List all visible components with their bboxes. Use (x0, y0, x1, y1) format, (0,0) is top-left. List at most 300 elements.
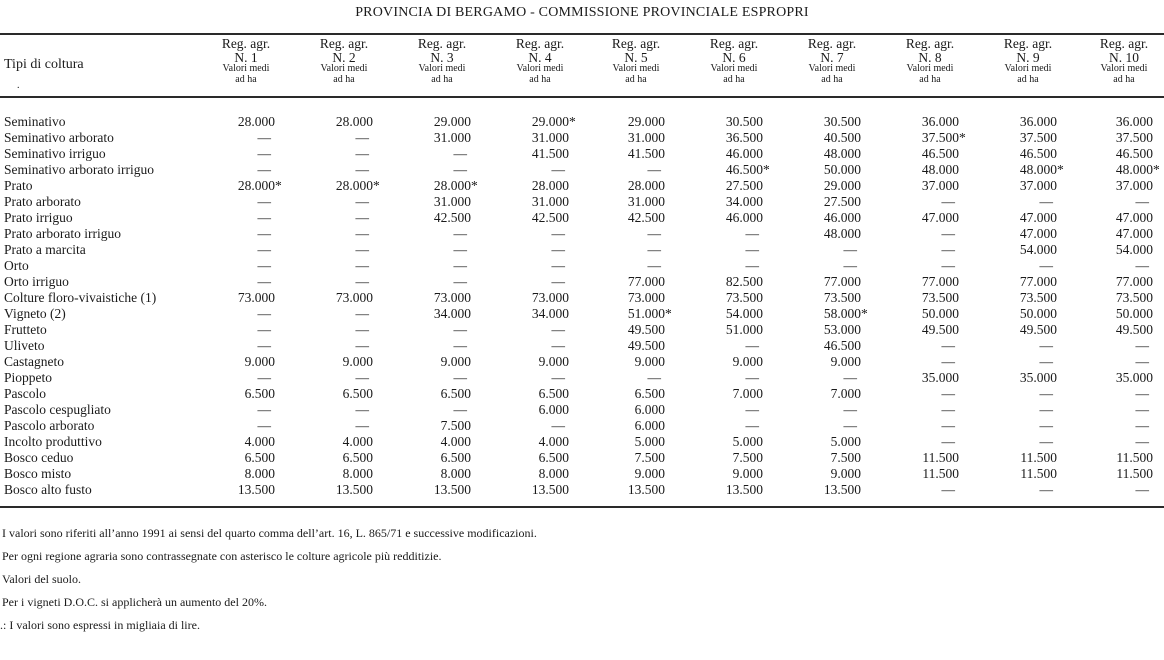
row-label: Seminativo arborato irriguo (4, 162, 154, 177)
table-cell: 54.000 (1115, 242, 1153, 257)
table-row (0, 482, 1164, 498)
table-cell: 47.000 (1019, 226, 1057, 241)
table-cell: — (453, 370, 467, 385)
table-cell: — (355, 322, 369, 337)
table-cell: 7.500 (732, 450, 763, 465)
table-row (0, 418, 1164, 434)
table-cell: 9.000 (830, 466, 861, 481)
table-cell: — (453, 226, 467, 241)
table-cell: 8.000 (342, 466, 373, 481)
table-cell: 6.000 (634, 402, 665, 417)
table-cell: 28.000 * (433, 178, 478, 193)
table-row (0, 354, 1164, 370)
row-label: Colture floro-vivaistiche (1) (4, 290, 157, 305)
column-header-l4: ad ha (821, 74, 843, 85)
table-cell: — (355, 194, 369, 209)
table-cell: 50.000 (1115, 306, 1153, 321)
table-cell: 37.000 (1115, 178, 1153, 193)
column-header-l1: Reg. agr. (709, 36, 759, 51)
table-cell: — (1039, 386, 1053, 401)
table-cell: 73.000 (627, 290, 665, 305)
table-cell: 35.000 (1019, 370, 1057, 385)
table-cell: 77.000 (1115, 274, 1153, 289)
table-cell: 13.500 (433, 482, 471, 497)
table-cell: — (647, 242, 661, 257)
table-cell: 6.500 (538, 386, 569, 401)
row-label: Orto (4, 258, 29, 273)
table-cell: — (1135, 338, 1149, 353)
table-cell: 48.000 (823, 146, 861, 161)
table-cell: 51.000 (725, 322, 763, 337)
table-cell: — (941, 258, 955, 273)
table-cell: 11.500 (1116, 450, 1153, 465)
table-cell: 6.500 (634, 386, 665, 401)
table-cell: 31.000 (531, 194, 569, 209)
table-cell: 42.500 (433, 210, 471, 225)
column-header-l3: Valori medi (808, 63, 856, 74)
table-cell: — (745, 402, 759, 417)
row-label: Seminativo irriguo (4, 146, 106, 161)
table-cell: 50.000 (921, 306, 959, 321)
column-header-l3: Valori medi (710, 63, 758, 74)
table-cell: — (355, 370, 369, 385)
table-row (0, 210, 1164, 226)
column-header-l3: Valori medi (222, 63, 270, 74)
table-cell: 49.500 (627, 322, 665, 337)
table-cell: 11.500 (1020, 450, 1057, 465)
table-cell: — (257, 210, 271, 225)
table-cell: 7.500 (440, 418, 471, 433)
table-cell: 35.000 (1115, 370, 1153, 385)
table-cell: — (1135, 354, 1149, 369)
table-cell: — (355, 338, 369, 353)
table-cell: 4.000 (538, 434, 569, 449)
table-cell: 9.000 (440, 354, 471, 369)
row-label: Castagneto (4, 354, 64, 369)
header-bottom-rule (0, 96, 1164, 98)
table-cell: 11.500 (922, 450, 959, 465)
column-header-l4: ad ha (235, 74, 257, 85)
row-label: Prato arborato irriguo (4, 226, 121, 241)
table-row (0, 386, 1164, 402)
table-cell: 35.000 (921, 370, 959, 385)
table-cell: 42.500 (531, 210, 569, 225)
table-cell: 48.000 (921, 162, 959, 177)
row-label: Seminativo arborato (4, 130, 114, 145)
table-cell: 77.000 (627, 274, 665, 289)
table-cell: 73.500 (921, 290, 959, 305)
table-cell: — (257, 402, 271, 417)
table-cell: 28.000 (237, 114, 275, 129)
table-cell: 73.500 (1115, 290, 1153, 305)
table-cell: 30.500 (823, 114, 861, 129)
table-row (0, 258, 1164, 274)
footnote: .: I valori sono espressi in migliaia di lire. (0, 618, 200, 632)
table-cell: 29.000 (627, 114, 665, 129)
row-label: Prato (4, 178, 33, 193)
table-cell: — (647, 226, 661, 241)
table-cell: — (257, 338, 271, 353)
table-cell: 13.500 (627, 482, 665, 497)
table-cell: 13.500 (237, 482, 275, 497)
table-cell: 31.000 (531, 130, 569, 145)
row-label: Bosco misto (4, 466, 72, 481)
table-cell: — (941, 226, 955, 241)
table-cell: 5.000 (732, 434, 763, 449)
column-header-l3: Valori medi (1004, 63, 1052, 74)
table-cell: — (551, 258, 565, 273)
table-row (0, 274, 1164, 290)
table-cell: — (941, 242, 955, 257)
table-cell: — (551, 242, 565, 257)
table-cell: — (453, 402, 467, 417)
table-cell: — (1039, 418, 1053, 433)
asterisk-mark: * (763, 162, 770, 177)
table-cell: 77.000 (921, 274, 959, 289)
table-cell: — (843, 418, 857, 433)
row-header-mark: . (17, 80, 20, 91)
table-cell: 40.500 (823, 130, 861, 145)
column-header-l2: N. 7 (820, 50, 844, 65)
column-header-l3: Valori medi (516, 63, 564, 74)
column-header (784, 37, 880, 85)
table-cell: — (551, 274, 565, 289)
table-cell: — (941, 434, 955, 449)
table-cell: — (355, 226, 369, 241)
table-cell: 9.000 (538, 354, 569, 369)
table-cell: — (453, 242, 467, 257)
column-header-l4: ad ha (919, 74, 941, 85)
table-cell: 28.000 (627, 178, 665, 193)
column-header-l1: Reg. agr. (1003, 36, 1053, 51)
column-header (198, 37, 294, 85)
column-header (980, 37, 1076, 85)
row-label: Frutteto (4, 322, 47, 337)
table-cell: 6.500 (244, 450, 275, 465)
asterisk-mark: * (471, 178, 478, 193)
row-label: Seminativo (4, 114, 66, 129)
table-row (0, 290, 1164, 306)
table-cell: — (551, 322, 565, 337)
table-cell: 46.500 (823, 338, 861, 353)
table-cell: — (257, 274, 271, 289)
table-cell: — (551, 370, 565, 385)
column-header-l4: ad ha (1113, 74, 1135, 85)
page-title: PROVINCIA DI BERGAMO - COMMISSIONE PROVINCIALE ESPROPRI (355, 5, 809, 20)
table-cell: 9.000 (634, 466, 665, 481)
table-cell: 47.000 (1115, 226, 1153, 241)
asterisk-mark: * (665, 306, 672, 321)
table-cell: 31.000 (627, 130, 665, 145)
table-cell: — (453, 274, 467, 289)
table-cell: 36.000 (1019, 114, 1057, 129)
table-cell: — (1039, 482, 1053, 497)
table-row (0, 130, 1164, 146)
column-header-l1: Reg. agr. (807, 36, 857, 51)
column-header-l3: Valori medi (320, 63, 368, 74)
table-cell: 6.500 (538, 450, 569, 465)
table-cell: — (1135, 194, 1149, 209)
table-cell: — (355, 242, 369, 257)
table-cell: 9.000 (342, 354, 373, 369)
table-cell: 49.500 (921, 322, 959, 337)
row-label: Uliveto (4, 338, 45, 353)
column-header-l2: N. 9 (1016, 50, 1040, 65)
column-header (394, 37, 490, 85)
table-cell: 49.500 (1019, 322, 1057, 337)
table-cell: 46.000 (725, 146, 763, 161)
table-cell: 28.000 (335, 114, 373, 129)
table-cell: 53.000 (823, 322, 861, 337)
column-header-l3: Valori medi (906, 63, 954, 74)
table-cell: 46.000 (725, 210, 763, 225)
table-cell: 28.000 * (237, 178, 282, 193)
table-cell: — (355, 418, 369, 433)
column-header-l2: N. 6 (722, 50, 746, 65)
table-cell: — (1135, 402, 1149, 417)
table-cell: 48.000 * (1115, 162, 1160, 177)
table-cell: 6.500 (342, 386, 373, 401)
table-cell: 6.500 (440, 386, 471, 401)
column-header-l4: ad ha (1017, 74, 1039, 85)
table-cell: — (551, 162, 565, 177)
table-cell: — (941, 338, 955, 353)
table-cell: 58.000 * (823, 306, 868, 321)
table-cell: 5.000 (830, 434, 861, 449)
table-cell: — (257, 370, 271, 385)
table-cell: 29.000 * (531, 114, 576, 129)
table-row (0, 402, 1164, 418)
row-label: Orto irriguo (4, 274, 69, 289)
table-cell: 77.000 (1019, 274, 1057, 289)
table-cell: — (257, 130, 271, 145)
table-cell: 50.000 (823, 162, 861, 177)
table-cell: — (257, 418, 271, 433)
table-cell: 47.000 (921, 210, 959, 225)
table-cell: — (843, 402, 857, 417)
footnote: Per i vigneti D.O.C. si applicherà un aumento del 20%. (2, 595, 267, 609)
table-top-rule (0, 33, 1164, 35)
table-cell: 54.000 (1019, 242, 1057, 257)
table-cell: — (1039, 258, 1053, 273)
table-cell: 51.000 * (627, 306, 672, 321)
table-cell: — (355, 306, 369, 321)
table-cell: 46.500 * (725, 162, 770, 177)
table-bottom-rule (0, 506, 1164, 508)
table-cell: 41.500 (627, 146, 665, 161)
footnote: I valori sono riferiti all’anno 1991 ai sensi del quarto comma dell’art. 16, L. 865/71 e successive modificazioni. (2, 526, 537, 540)
table-cell: — (1039, 194, 1053, 209)
table-cell: 13.500 (335, 482, 373, 497)
table-cell: — (745, 242, 759, 257)
table-cell: 46.500 (1115, 146, 1153, 161)
table-cell: 7.500 (830, 450, 861, 465)
table-cell: 9.000 (732, 466, 763, 481)
table-cell: — (745, 338, 759, 353)
column-header-l2: N. 3 (430, 50, 454, 65)
table-cell: 50.000 (1019, 306, 1057, 321)
table-cell: 34.000 (725, 194, 763, 209)
table-cell: — (941, 386, 955, 401)
table-cell: 36.500 (725, 130, 763, 145)
asterisk-mark: * (959, 130, 966, 145)
table-cell: 48.000 * (1019, 162, 1064, 177)
table-cell: 48.000 (823, 226, 861, 241)
table-cell: 4.000 (342, 434, 373, 449)
table-row (0, 466, 1164, 482)
table-cell: 8.000 (538, 466, 569, 481)
table-cell: — (1135, 258, 1149, 273)
table-row (0, 114, 1164, 130)
table-cell: 9.000 (634, 354, 665, 369)
table-cell: 36.000 (1115, 114, 1153, 129)
column-header-l1: Reg. agr. (417, 36, 467, 51)
row-label: Prato irriguo (4, 210, 73, 225)
asterisk-mark: * (1153, 162, 1160, 177)
table-cell: — (745, 370, 759, 385)
table-cell: — (453, 162, 467, 177)
table-cell: 46.500 (1019, 146, 1057, 161)
table-cell: — (453, 322, 467, 337)
table-cell: — (941, 354, 955, 369)
table-cell: 6.000 (634, 418, 665, 433)
column-header-l2: N. 10 (1109, 50, 1139, 65)
row-header-label: Tipi di coltura (4, 57, 84, 72)
table-cell: 7.000 (830, 386, 861, 401)
column-header-l2: N. 8 (918, 50, 942, 65)
table-cell: — (745, 418, 759, 433)
column-header-l4: ad ha (333, 74, 355, 85)
table-cell: 31.000 (433, 130, 471, 145)
table-cell: 27.500 (725, 178, 763, 193)
table-cell: 8.000 (440, 466, 471, 481)
column-header-l2: N. 1 (234, 50, 258, 65)
table-cell: — (1135, 418, 1149, 433)
table-cell: 28.000 (531, 178, 569, 193)
column-header-l4: ad ha (529, 74, 551, 85)
table-cell: — (941, 194, 955, 209)
table-cell: — (647, 370, 661, 385)
table-cell: — (1039, 402, 1053, 417)
column-header (296, 37, 392, 85)
row-label: Pioppeto (4, 370, 53, 385)
table-cell: 34.000 (531, 306, 569, 321)
table-cell: 6.500 (342, 450, 373, 465)
table-cell: — (257, 258, 271, 273)
row-label: Bosco alto fusto (4, 482, 92, 497)
table-cell: — (551, 226, 565, 241)
column-header-l1: Reg. agr. (905, 36, 955, 51)
column-header-l4: ad ha (625, 74, 647, 85)
table-cell: — (941, 482, 955, 497)
asterisk-mark: * (373, 178, 380, 193)
table-cell: 6.000 (538, 402, 569, 417)
table-cell: 7.000 (732, 386, 763, 401)
table-cell: 73.000 (433, 290, 471, 305)
table-cell: 46.000 (823, 210, 861, 225)
table-cell: 73.500 (725, 290, 763, 305)
table-cell: — (453, 146, 467, 161)
column-header-l1: Reg. agr. (319, 36, 369, 51)
table-cell: — (355, 402, 369, 417)
table-cell: — (355, 258, 369, 273)
table-row (0, 178, 1164, 194)
table-cell: — (257, 194, 271, 209)
table-cell: — (843, 242, 857, 257)
table-cell: 73.500 (1019, 290, 1057, 305)
column-header-l3: Valori medi (418, 63, 466, 74)
table-cell: — (453, 338, 467, 353)
column-header-l3: Valori medi (1100, 63, 1148, 74)
table-cell: 37.500 (1019, 130, 1057, 145)
table-cell: — (355, 130, 369, 145)
row-label: Prato arborato (4, 194, 81, 209)
row-label: Pascolo cespugliato (4, 402, 111, 417)
column-header-l1: Reg. agr. (1099, 36, 1149, 51)
table-cell: 73.000 (335, 290, 373, 305)
table-cell: 36.000 (921, 114, 959, 129)
table-cell: — (941, 402, 955, 417)
table-cell: 9.000 (830, 354, 861, 369)
asterisk-mark: * (861, 306, 868, 321)
column-header-l2: N. 5 (624, 50, 648, 65)
column-header (1076, 37, 1164, 85)
table-row (0, 322, 1164, 338)
table-cell: 13.500 (823, 482, 861, 497)
table-cell: 7.500 (634, 450, 665, 465)
table-row (0, 306, 1164, 322)
table-cell: 11.500 (1020, 466, 1057, 481)
table-cell: 82.500 (725, 274, 763, 289)
table-cell: — (257, 146, 271, 161)
row-label: Incolto produttivo (4, 434, 102, 449)
table-cell: 49.500 (627, 338, 665, 353)
table-cell: — (355, 146, 369, 161)
asterisk-mark: * (275, 178, 282, 193)
table-cell: 5.000 (634, 434, 665, 449)
table-cell: — (1135, 386, 1149, 401)
table-cell: — (355, 162, 369, 177)
table-row (0, 450, 1164, 466)
row-label: Pascolo arborato (4, 418, 95, 433)
table-cell: 47.000 (1019, 210, 1057, 225)
table-cell: 4.000 (244, 434, 275, 449)
column-header-l3: Valori medi (612, 63, 660, 74)
table-cell: — (843, 258, 857, 273)
table-cell: 73.000 (237, 290, 275, 305)
table-cell: — (1039, 338, 1053, 353)
table-cell: — (257, 226, 271, 241)
table-cell: 47.000 (1115, 210, 1153, 225)
table-cell: 29.000 (433, 114, 471, 129)
column-header-l4: ad ha (431, 74, 453, 85)
table-cell: — (1135, 434, 1149, 449)
table-cell: — (257, 322, 271, 337)
row-label: Bosco ceduo (4, 450, 74, 465)
column-header-l4: ad ha (723, 74, 745, 85)
column-header (588, 37, 684, 85)
table-cell: — (1135, 482, 1149, 497)
table-cell: — (1039, 434, 1053, 449)
column-header-l2: N. 2 (332, 50, 356, 65)
table-cell: 6.500 (440, 450, 471, 465)
table-cell: 6.500 (244, 386, 275, 401)
table-cell: — (745, 258, 759, 273)
table-row (0, 194, 1164, 210)
column-header-l2: N. 4 (528, 50, 552, 65)
table-cell: — (551, 418, 565, 433)
table-cell: 41.500 (531, 146, 569, 161)
